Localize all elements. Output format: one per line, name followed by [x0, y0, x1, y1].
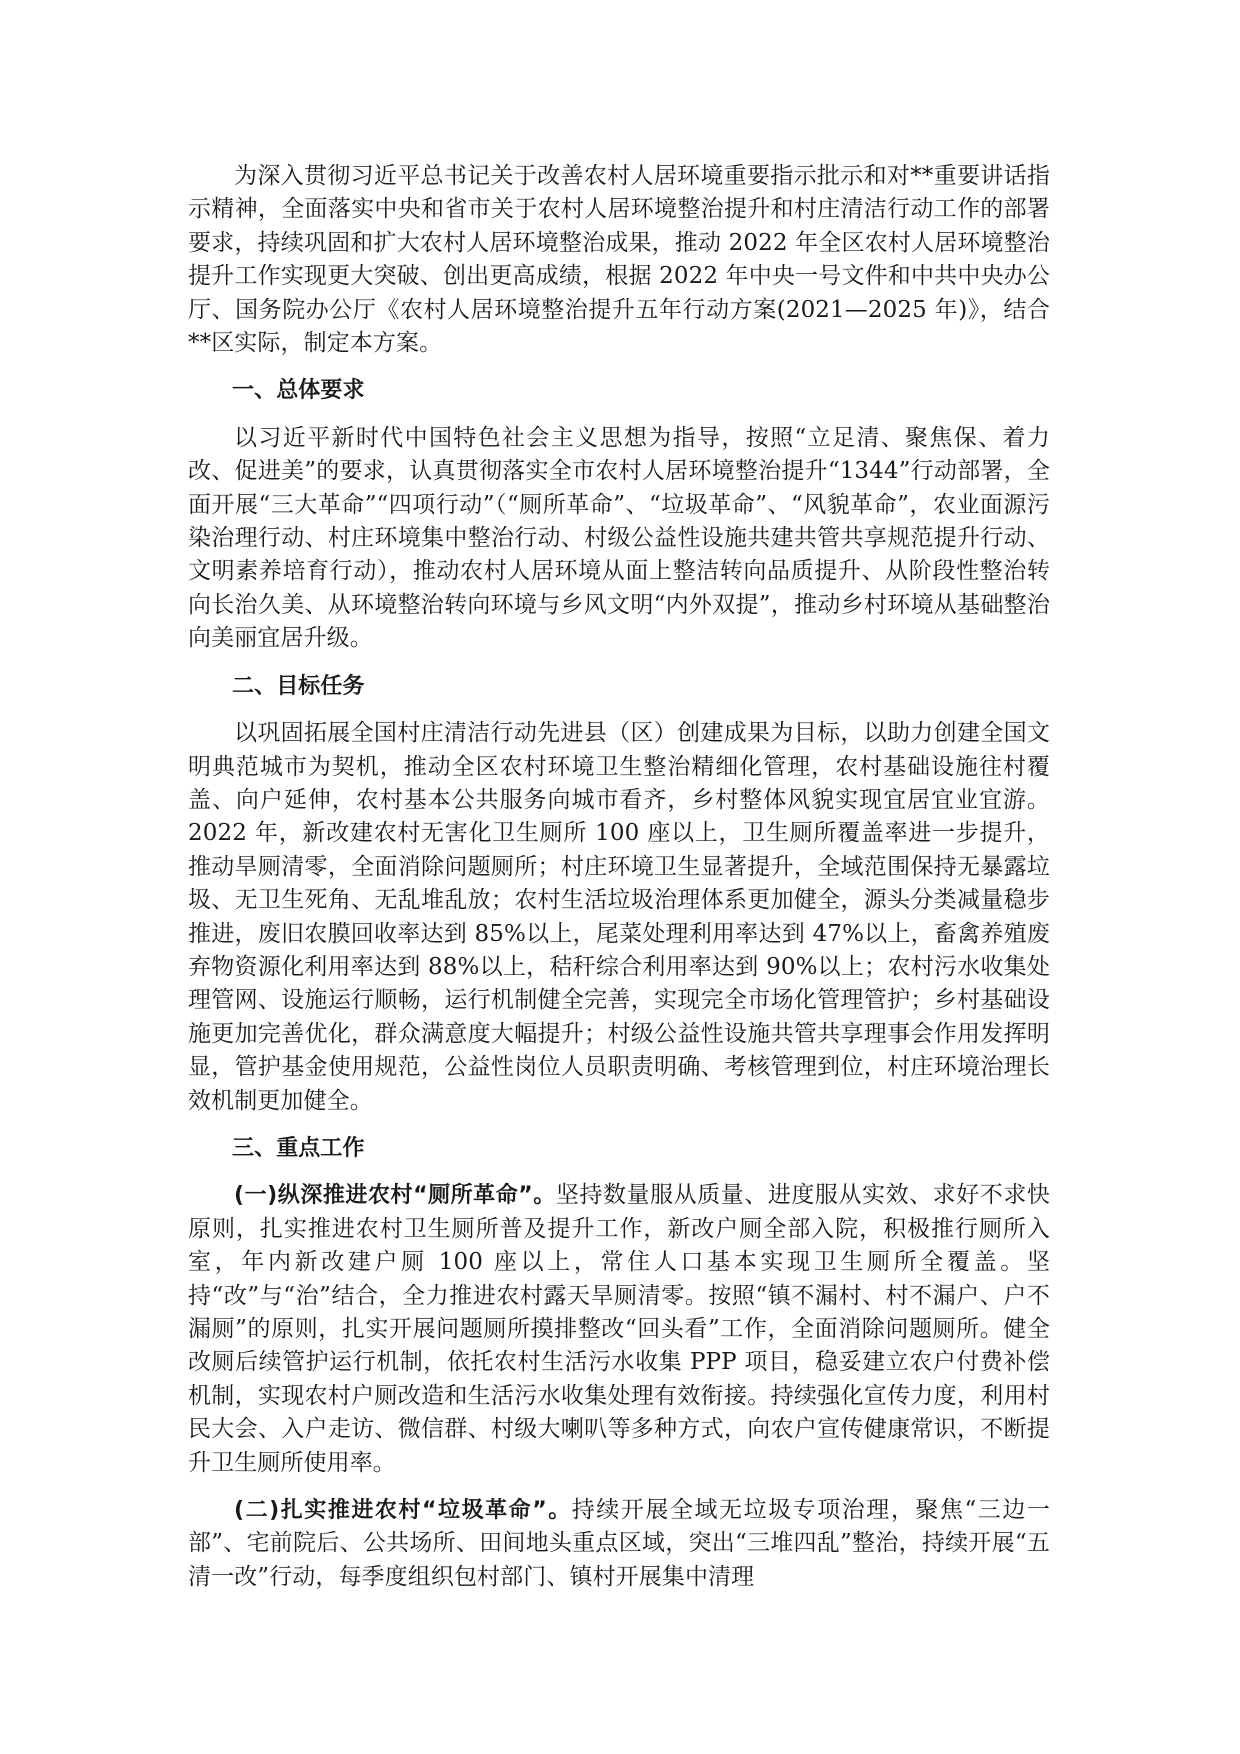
goals-tasks-paragraph: 以巩固拓展全国村庄清洁行动先进县（区）创建成果为目标，以助力创建全国文明典范城市为契机，推动全区农村环境卫生整治精细化管理，农村基础设施往村覆盖、向户延伸，农村基本公共服务向城市看齐，乡村整体风貌实现宜居宜业宜游。2022 年，新改建农村无害化卫生厕所 100 座以上，卫生厕所覆盖率进一步提升，推动旱厕清零，全面消除问题厕所；村庄环境卫生显著提升，全域范围保持无暴露垃圾、无卫生死角、无乱堆乱放；农村生活垃圾治理体系更加健全，源头分类减量稳步推进，废旧农膜回收率达到 85%以上，尾菜处理利用率达到 47%以上，畜禽养殖废弃物资源化利用率达到 88%以上，秸秆综合利用率达到 90%以上；农村污水收集处理管网、设施运行顺畅，运行机制健全完善，实现完全市场化管理管护；乡村基础设施更加完善优化，群众满意度大幅提升；村级公益性设施共管共享理事会作用发挥明显，管护基金使用规范，公益性岗位人员职责明确、考核管理到位，村庄环境治理长效机制更加健全。	[188, 720, 1050, 1114]
section-heading-key-work: 三、重点工作	[232, 1135, 365, 1161]
section-heading-goals-tasks: 二、目标任务	[232, 673, 365, 699]
intro-paragraph: 为深入贯彻习近平总书记关于改善农村人居环境重要指示批示和对**重要讲话指示精神，全面落实中央和省市关于农村人居环境整治提升和村庄清洁行动工作的部署要求，持续巩固和扩大农村人居环境整治成果，推动 2022 年全区农村人居环境整治提升工作实现更大突破、创出更高成绩，根据 2022 年中央一号文件和中共中央办公厅、国务院办公厅《农村人居环境整治提升五年行动方案(2021—2025 年)》，结合**区实际，制定本方案。	[188, 163, 1050, 357]
document-page	[188, 160, 1050, 1608]
item-lead-toilet-revolution: (一)纵深推进农村“厕所革命”。	[234, 1183, 556, 1209]
overall-requirements-paragraph: 以习近平新时代中国特色社会主义思想为指导，按照“立足清、聚焦保、着力改、促进美”的要求，认真贯彻落实全市农村人居环境整治提升“1344”行动部署，全面开展“三大革命”“四项行动”（“厕所革命”、“垃圾革命”、“风貌革命”，农业面源污染治理行动、村庄环境集中整治行动、村级公益性设施共建共管共享规范提升行动、文明素养培育行动），推动农村人居环境从面上整洁转向品质提升、从阶段性整治转向长治久美、从环境整治转向环境与乡风文明“内外双提”，推动乡村环境从基础整治向美丽宜居升级。	[188, 424, 1050, 652]
item-body-garbage-revolution: 持续开展全域无垃圾专项治理，聚焦“三边一部”、宅前院后、公共场所、田间地头重点区域，突出“三堆四乱”整治，持续开展“五清一改”行动，每季度组织包村部门、镇村开展集中清理	[188, 1497, 1050, 1590]
section-heading-overall-requirements: 一、总体要求	[232, 378, 365, 404]
key-work-item-garbage-revolution	[188, 1494, 1050, 1594]
item-lead-garbage-revolution: (二)扎实推进农村“垃圾革命”。	[234, 1498, 572, 1524]
item-body-toilet-revolution: 坚持数量服从质量、进度服从实效、求好不求快原则，扎实推进农村卫生厕所普及提升工作，新改户厕全部入院，积极推行厕所入室，年内新改建户厕 100 座以上，常住人口基本实现卫生厕所全覆盖。坚持“改”与“治”结合，全力推进农村露天旱厕清零。按照“镇不漏村、村不漏户、户不漏厕”的原则，扎实开展问题厕所摸排整改“回头看”工作，全面消除问题厕所。健全改厕后续管护运行机制，依托农村生活污水收集 PPP 项目，稳妥建立农户付费补偿机制，实现农村户厕改造和生活污水收集处理有效衔接。持续强化宣传力度，利用村民大会、入户走访、微信群、村级大喇叭等多种方式，向农户宣传健康常识，不断提升卫生厕所使用率。	[188, 1182, 1050, 1476]
key-work-item-toilet-revolution	[188, 1179, 1050, 1480]
